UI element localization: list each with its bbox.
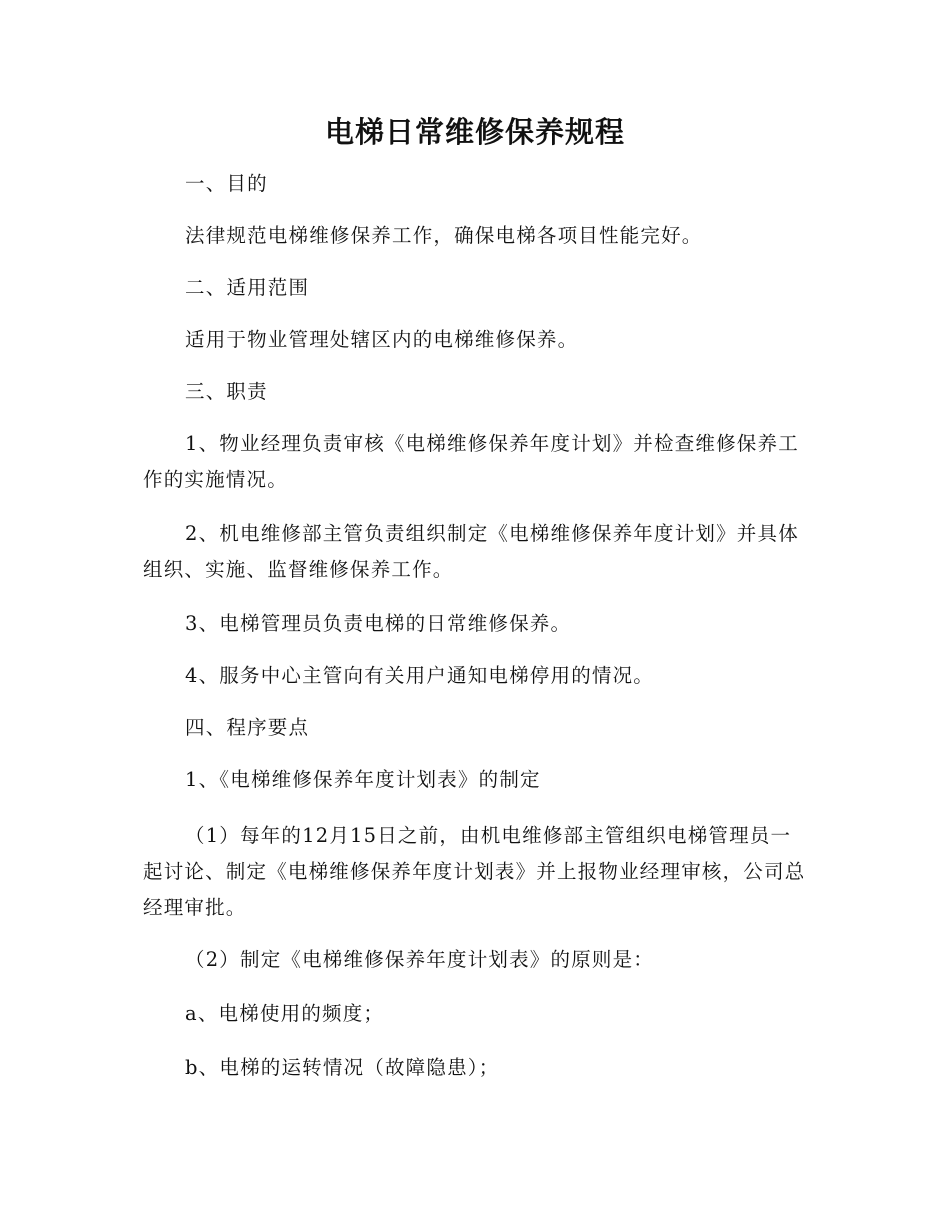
paragraph-duty-1: 1、物业经理负责审核《电梯维修保养年度计划》并检查维修保养工作的实施情况。 bbox=[143, 432, 799, 491]
paragraph-duty-3: 3、电梯管理员负责电梯的日常维修保养。 bbox=[185, 612, 572, 635]
section-heading-procedure: 四、程序要点 bbox=[185, 716, 310, 739]
paragraph-duty-4: 4、服务中心主管向有关用户通知电梯停用的情况。 bbox=[185, 664, 655, 687]
section-heading-purpose: 一、目的 bbox=[185, 172, 268, 195]
section-heading-scope: 二、适用范围 bbox=[185, 276, 310, 299]
document-title: 电梯日常维修保养规程 bbox=[324, 115, 625, 149]
paragraph-procedure-1: 1、《电梯维修保养年度计划表》的制定 bbox=[185, 768, 541, 791]
paragraph-principle-b: b、电梯的运转情况（故障隐患）； bbox=[185, 1056, 500, 1079]
paragraph-scope: 适用于物业管理处辖区内的电梯维修保养。 bbox=[185, 328, 579, 351]
section-heading-duties: 三、职责 bbox=[185, 380, 268, 403]
paragraph-duty-2: 2、机电维修部主管负责组织制定《电梯维修保养年度计划》并具体组织、实施、监督维修保养工作。 bbox=[143, 522, 799, 581]
paragraph-purpose: 法律规范电梯维修保养工作，确保电梯各项目性能完好。 bbox=[185, 224, 703, 247]
paragraph-procedure-1-2: （2）制定《电梯维修保养年度计划表》的原则是： bbox=[185, 948, 655, 971]
paragraph-procedure-1-1: （1）每年的12月15日之前，由机电维修部主管组织电梯管理员一起讨论、制定《电梯维修保养年度计划表》并上报物业经理审核，公司总经理审批。 bbox=[143, 824, 806, 919]
paragraph-principle-a: a、电梯使用的频度； bbox=[185, 1002, 385, 1025]
